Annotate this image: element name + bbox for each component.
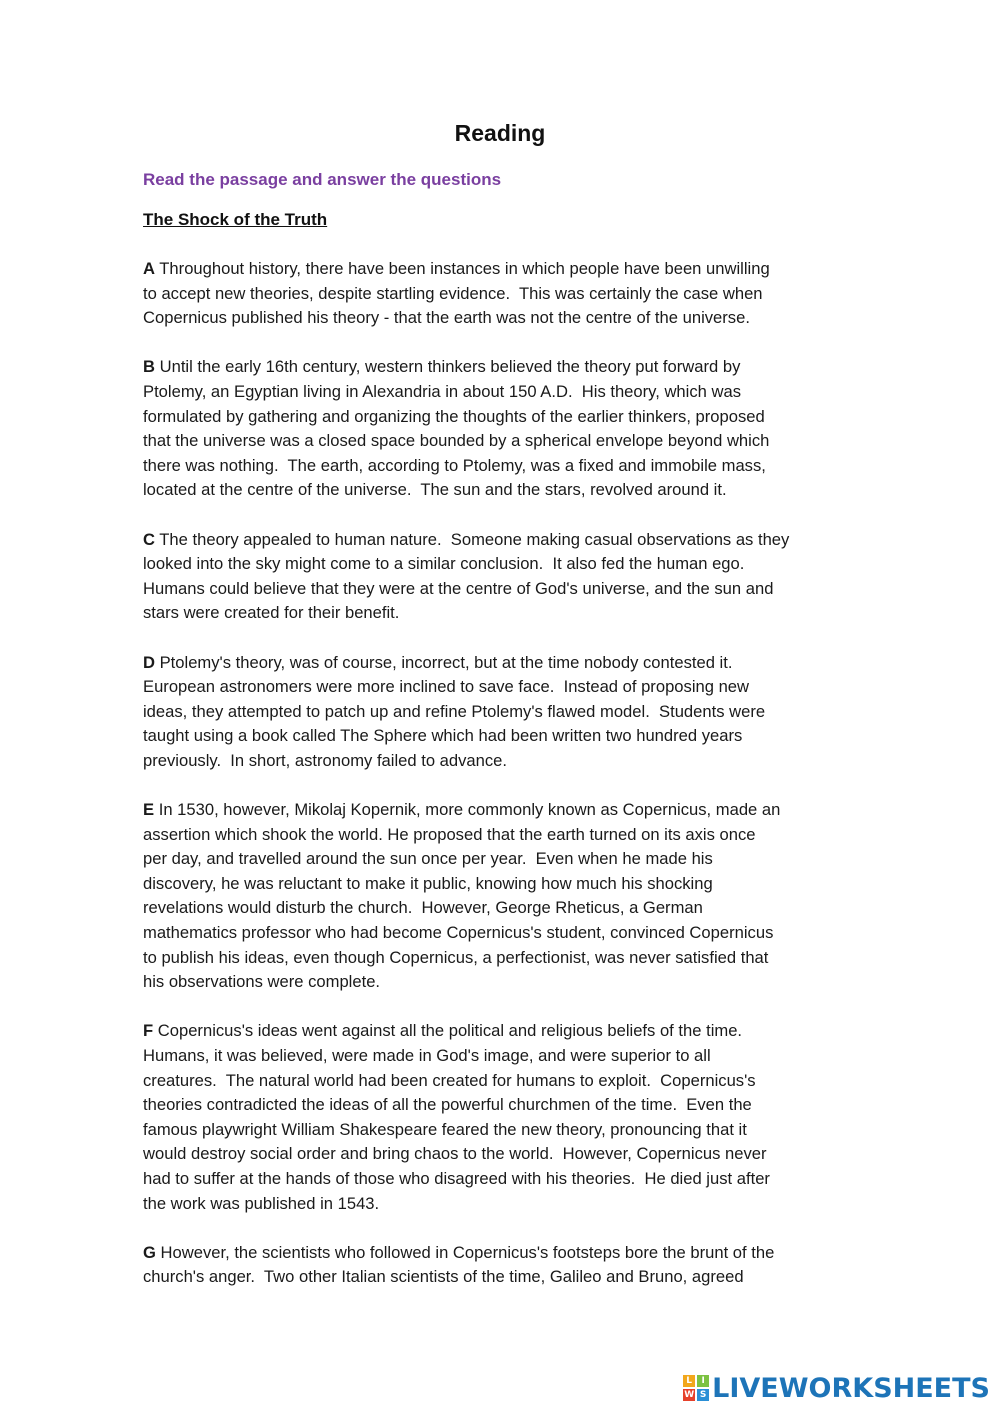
paragraph-line (143, 700, 859, 725)
line-text: looked into the sky might come to a similar conclusion. It also fed the human ego. (143, 554, 745, 574)
paragraph-line (143, 355, 859, 380)
liveworksheets-logo-icon (683, 1375, 709, 1401)
passage-title: The Shock of the Truth (143, 210, 328, 229)
line-text: famous playwright William Shakespeare feared the new theory, pronouncing that it (143, 1119, 747, 1139)
paragraph-line (143, 601, 859, 626)
logo-mark-tile: L (683, 1375, 695, 1387)
paragraph-line (143, 749, 859, 774)
paragraph-line (143, 798, 859, 823)
paragraph-line (143, 552, 859, 577)
paragraph-line (143, 872, 859, 897)
paragraph-letter: B (143, 357, 155, 377)
line-text: Copernicus's ideas went against all the political and religious beliefs of the time. (157, 1021, 743, 1041)
logo-text: LIVEWORKSHEETS (712, 1372, 990, 1404)
line-text: However, the scientists who followed in Copernicus's footsteps bore the brunt of the (160, 1242, 775, 1262)
line-text: to publish his ideas, even though Copernicus, a perfectionist, was never satisfied that (143, 947, 769, 967)
line-text: formulated by gathering and organizing the thoughts of the earlier thinkers, proposed (143, 406, 765, 426)
line-text: Ptolemy's theory, was of course, incorrect, but at the time nobody contested it. (159, 652, 733, 672)
paragraph-f (143, 1019, 859, 1216)
paragraph-line (143, 1167, 859, 1192)
paragraph-line (143, 380, 859, 405)
page-title: Reading (454, 120, 546, 146)
paragraph-line (143, 282, 859, 307)
line-text: per day, and travelled around the sun once per year. Even when he made his (143, 849, 713, 869)
paragraph-e (143, 798, 859, 995)
line-text: Copernicus published his theory - that the earth was not the centre of the universe. (143, 308, 750, 328)
logo-mark-tile: W (684, 1390, 695, 1400)
paragraph-line (143, 1118, 859, 1143)
line-text: that the universe was a closed space bounded by a spherical envelope beyond which (143, 431, 770, 451)
line-text: there was nothing. The earth, according to Ptolemy, was a fixed and immobile mass, (143, 455, 766, 475)
paragraph-line (143, 675, 859, 700)
paragraph-line (143, 454, 859, 479)
paragraph-line (143, 1069, 859, 1094)
line-text: Humans, it was believed, were made in God's image, and were superior to all (143, 1046, 711, 1065)
paragraph-letter: A (143, 259, 155, 278)
paragraph-line (143, 823, 859, 848)
line-text: located at the centre of the universe. The sun and the stars, revolved around it. (143, 480, 727, 500)
paragraph-line (143, 847, 859, 872)
paragraph-line (143, 306, 859, 331)
line-text: taught using a book called The Sphere which had been written two hundred years (143, 726, 743, 746)
paragraph-letter: E (143, 800, 155, 820)
paragraph-line (143, 1241, 859, 1266)
paragraph-line (143, 1265, 859, 1290)
line-text: In 1530, however, Mikolaj Kopernik, more commonly known as Copernicus, made an (158, 800, 781, 820)
liveworksheets-logo[interactable] (683, 1371, 990, 1405)
line-text: European astronomers were more inclined to save face. Instead of proposing new (143, 677, 750, 697)
paragraph-line (143, 1192, 859, 1217)
paragraph-line (143, 724, 859, 749)
paragraph-line (143, 1142, 859, 1167)
line-text: Throughout history, there have been instances in which people have been unwilling (159, 259, 770, 278)
paragraph-g (143, 1241, 859, 1290)
paragraph-line (143, 970, 859, 995)
line-text: stars were created for their benefit. (143, 603, 400, 623)
line-text: would destroy social order and bring chaos to the world. However, Copernicus never (143, 1144, 767, 1164)
paragraph-letter: G (143, 1242, 156, 1262)
paragraph-b (143, 355, 859, 503)
line-text: to accept new theories, despite startling evidence. This was certainly the case when (143, 283, 763, 303)
paragraph-letter: D (143, 652, 155, 672)
line-text: Until the early 16th century, western thinkers believed the theory put forward by (159, 357, 741, 377)
paragraph-line (143, 577, 859, 602)
paragraph-line (143, 257, 859, 282)
line-text: his observations were complete. (143, 972, 381, 992)
paragraph-line (143, 528, 859, 553)
line-text: ideas, they attempted to patch up and refine Ptolemy's flawed model. Students were (143, 701, 766, 721)
line-text: the work was published in 1543. (143, 1193, 380, 1213)
paragraph-c (143, 528, 859, 626)
paragraph-line (143, 1044, 859, 1069)
line-text: The theory appealed to human nature. Someone making casual observations as they (159, 529, 790, 549)
line-text: revelations would disturb the church. However, George Rheticus, a German (143, 898, 703, 918)
line-text: theories contradicted the ideas of all the powerful churchmen of the time. Even the (143, 1095, 752, 1115)
paragraph-line (143, 1093, 859, 1118)
line-text: mathematics professor who had become Copernicus's student, convinced Copernicus (143, 923, 774, 943)
paragraph-line (143, 651, 859, 676)
passage-body (143, 257, 859, 1315)
line-text: assertion which shook the world. He proposed that the earth turned on its axis once (143, 824, 756, 844)
line-text: church's anger. Two other Italian scientists of the time, Galileo and Bruno, agreed (143, 1267, 744, 1287)
line-text: previously. In short, astronomy failed to advance. (143, 750, 508, 770)
paragraph-d (143, 651, 859, 774)
line-text: discovery, he was reluctant to make it public, knowing how much his shocking (143, 873, 713, 893)
paragraph-line (143, 896, 859, 921)
paragraph-line (143, 405, 859, 430)
paragraph-line (143, 478, 859, 503)
paragraph-line (143, 921, 859, 946)
logo-mark-tile: S (697, 1389, 709, 1401)
paragraph-letter: F (143, 1021, 154, 1041)
paragraph-a (143, 257, 859, 331)
line-text: creatures. The natural world had been created for humans to exploit. Copernicus's (143, 1070, 756, 1090)
line-text: had to suffer at the hands of those who disagreed with his theories. He died just after (143, 1168, 770, 1188)
paragraph-letter: C (143, 529, 155, 549)
paragraph-line (143, 429, 859, 454)
line-text: Humans could believe that they were at the centre of God's universe, and the sun and (143, 578, 774, 598)
instruction-text: Read the passage and answer the questions (143, 170, 502, 189)
logo-mark-tile: I (697, 1375, 709, 1387)
paragraph-line (143, 1019, 859, 1044)
line-text: Ptolemy, an Egyptian living in Alexandria in about 150 A.D. His theory, which was (143, 381, 741, 401)
paragraph-line (143, 946, 859, 971)
